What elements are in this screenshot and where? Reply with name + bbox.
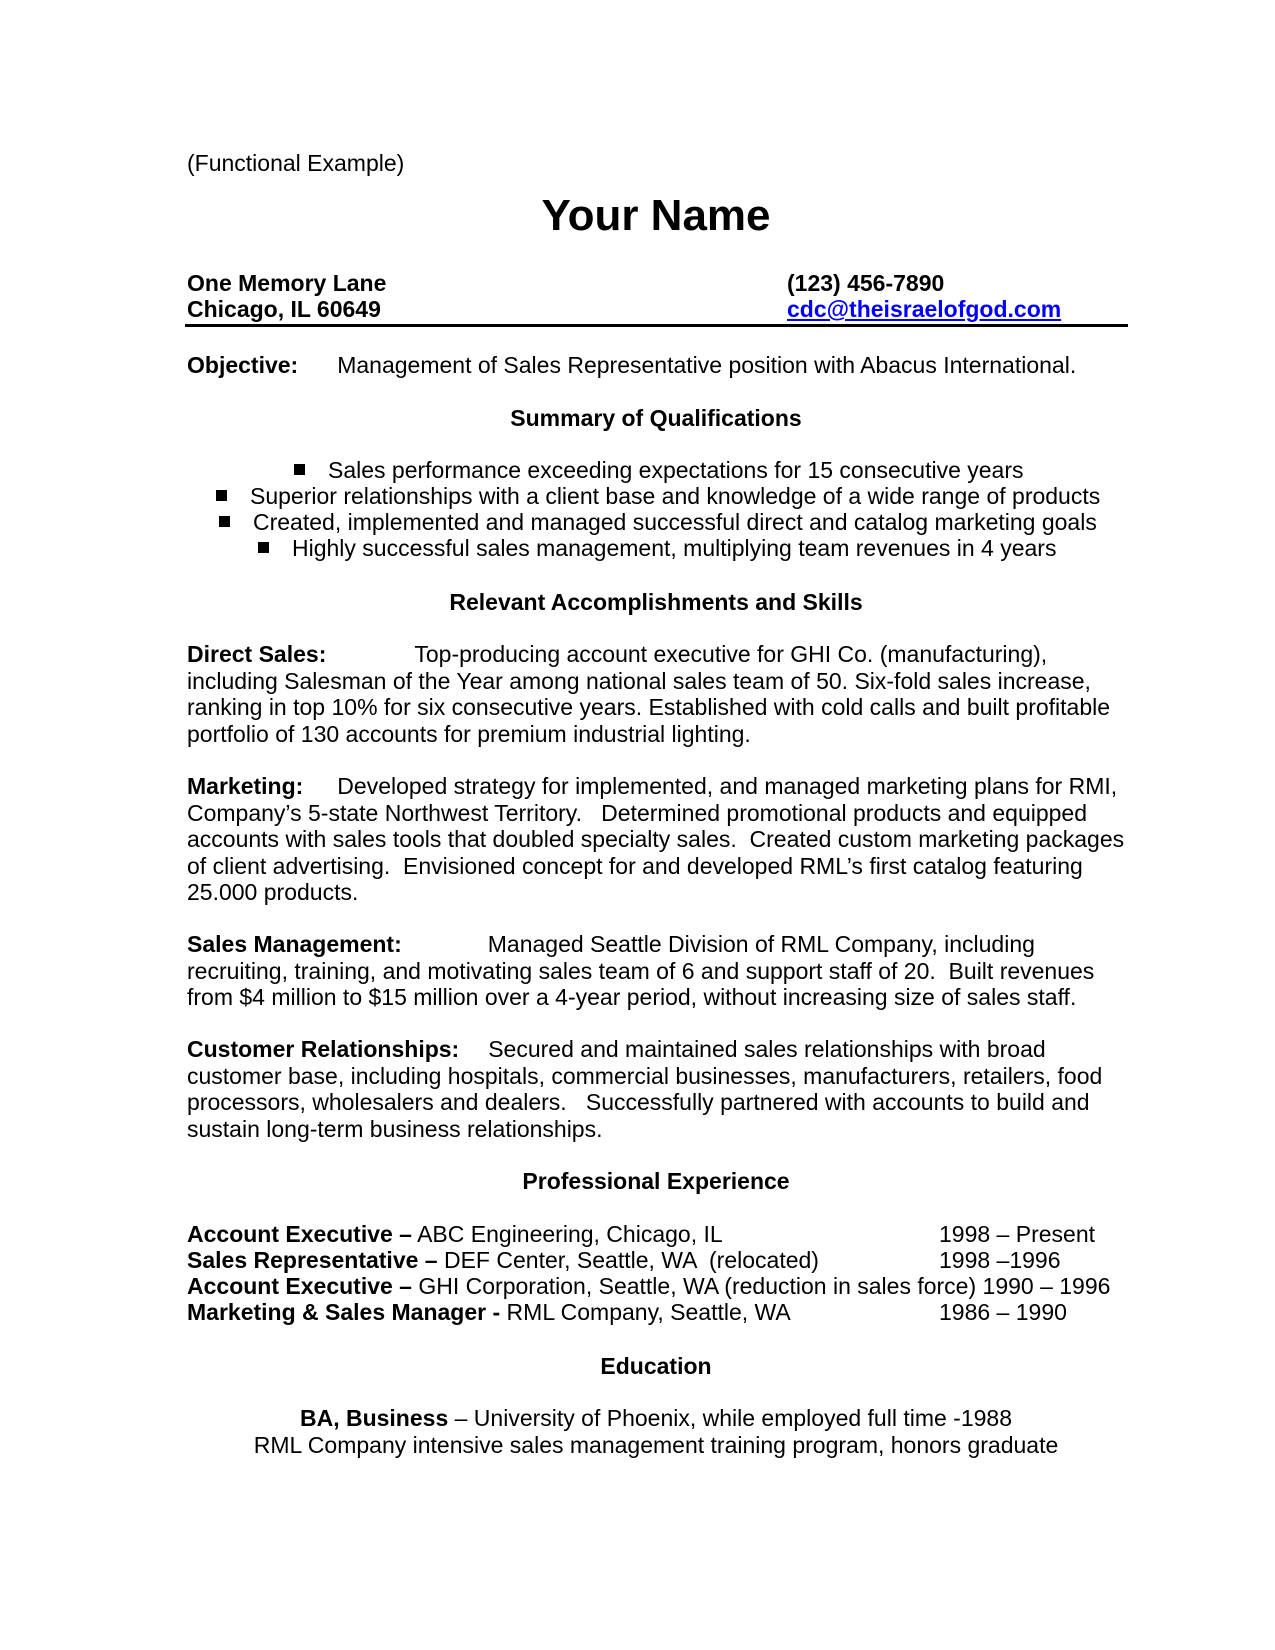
accomplishment-text: Managed Seattle Division of RML Company, including [487, 931, 1035, 957]
summary-bullet-1 [294, 457, 1024, 483]
job-title: Account Executive – [187, 1221, 412, 1247]
resume-name: Your Name [541, 191, 771, 240]
summary-heading: Summary of Qualifications [510, 405, 802, 431]
job-organization: GHI Corporation, Seattle, WA (reduction in sales force) 1990 – 1996 [411, 1273, 1111, 1299]
job-title: Sales Representative – [187, 1247, 438, 1273]
accomplishment-text: including Salesman of the Year among national sales team of 50. Six-fold sales increase, [187, 667, 1091, 694]
accomplishment-text: Company’s 5-state Northwest Territory. Determined promotional products and equipped [187, 799, 1088, 826]
summary-bullet-text: Superior relationships with a client base and knowledge of a wide range of products [250, 483, 1101, 509]
education-heading: Education [600, 1353, 712, 1379]
summary-bullet-text: Highly successful sales management, multiplying team revenues in 4 years [292, 535, 1057, 561]
job-dates: 1998 – Present [939, 1221, 1096, 1247]
job-organization: ABC Engineering, Chicago, IL [411, 1221, 723, 1247]
email-link-wrap [787, 296, 1061, 322]
education-degree-row [0, 1405, 1275, 1431]
accomplishment-text: ranking in top 10% for six consecutive years. Established with cold calls and built profitable [187, 694, 1111, 720]
bullet-square-icon [294, 464, 305, 475]
objective-text: Management of Sales Representative position with Abacus International. [337, 352, 1077, 378]
summary-bullet-2 [216, 483, 1100, 509]
accomplishment-text: Secured and maintained sales relationships with broad [488, 1036, 1046, 1062]
objective-label: Objective: [187, 352, 299, 378]
bullet-square-icon [219, 516, 230, 527]
accomplishment-sales-management [187, 931, 1127, 1011]
summary-bullet-text: Created, implemented and managed successful direct and catalog marketing goals [253, 509, 1097, 535]
degree-label: BA, Business [299, 1405, 449, 1431]
accomplishment-customer-relationships [187, 1036, 1127, 1142]
education-training: RML Company intensive sales management training program, honors graduate [253, 1432, 1059, 1458]
address-line-2: Chicago, IL 60649 [187, 296, 381, 322]
summary-bullet-3 [219, 509, 1097, 535]
objective-row [187, 352, 1076, 378]
summary-bullet-text: Sales performance exceeding expectations for 15 consecutive years [328, 457, 1024, 483]
phone-number: (123) 456-7890 [787, 270, 945, 296]
accomplishment-text: accounts with sales tools that doubled specialty sales. Created custom marketing packages [187, 826, 1125, 852]
degree-text: – University of Phoenix, while employed full time -1988 [448, 1405, 1013, 1431]
experience-row [187, 1299, 791, 1325]
accomplishment-text: sustain long-term business relationships. [187, 1115, 603, 1142]
experience-row [187, 1273, 1110, 1299]
functional-example-label: (Functional Example) [187, 150, 405, 176]
accomplishment-label: Customer Relationships: [187, 1036, 460, 1062]
job-dates: 1986 – 1990 [939, 1299, 1067, 1325]
accomplishment-text: from $4 million to $15 million over a 4-year period, without increasing size of sales staff. [187, 984, 1077, 1010]
accomplishment-text: customer base, including hospitals, commercial businesses, manufacturers, retailers, food [187, 1062, 1103, 1089]
accomplishment-text: Developed strategy for implemented, and managed marketing plans for RMI, [337, 773, 1118, 799]
accomplishment-label: Marketing: [187, 773, 304, 799]
accomplishment-direct-sales [187, 641, 1127, 747]
accomplishment-text: portfolio of 130 accounts for premium industrial lighting. [187, 720, 751, 747]
experience-row [187, 1221, 723, 1247]
accomplishment-text: processors, wholesalers and dealers. Successfully partnered with accounts to build and [187, 1089, 1090, 1115]
header-divider [185, 324, 1128, 327]
email-link[interactable]: cdc@theisraelofgod.com [787, 296, 1062, 322]
accomplishment-label: Direct Sales: [187, 641, 327, 667]
job-organization: RML Company, Seattle, WA [500, 1299, 791, 1325]
accomplishment-label: Sales Management: [187, 931, 402, 957]
job-organization: DEF Center, Seattle, WA (relocated) [437, 1247, 819, 1273]
accomplishment-text: 25.000 products. [187, 879, 359, 905]
address-line-1: One Memory Lane [187, 270, 387, 296]
accomplishment-marketing [187, 773, 1127, 906]
bullet-square-icon [216, 490, 227, 501]
job-dates: 1998 –1996 [939, 1247, 1061, 1273]
accomplishment-text: Top-producing account executive for GHI Co. (manufacturing), [414, 641, 1048, 667]
experience-heading: Professional Experience [522, 1168, 790, 1194]
job-title: Account Executive – [187, 1273, 412, 1299]
summary-bullet-4 [258, 535, 1056, 561]
experience-row [187, 1247, 819, 1273]
bullet-square-icon [258, 542, 269, 553]
accomplishments-heading: Relevant Accomplishments and Skills [449, 589, 863, 615]
accomplishment-text: of client advertising. Envisioned concept for and developed RML’s first catalog featuring [187, 852, 1083, 879]
accomplishment-text: recruiting, training, and motivating sales team of 6 and support staff of 20. Built revenues [187, 957, 1095, 984]
job-title: Marketing & Sales Manager - [187, 1299, 501, 1325]
